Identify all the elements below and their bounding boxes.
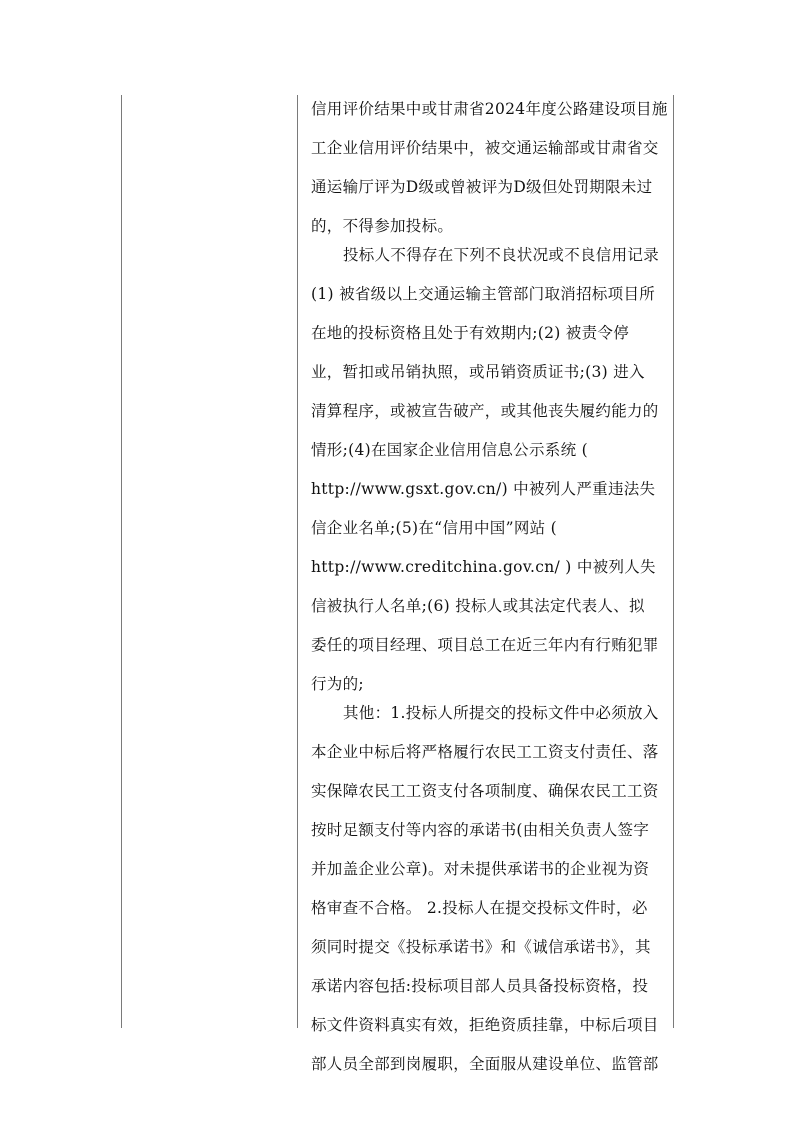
text-line: 委任的项目经理、项目总工在近三年内有行贿犯罪 xyxy=(311,636,659,654)
text-line: (1) 被省级以上交通运输主管部门取消招标项目所 xyxy=(311,285,656,303)
text-line: 清算程序，或被宣告破产，或其他丧失履约能力的 xyxy=(311,402,659,420)
text-line: http://www.creditchina.gov.cn/ ) 中被列人失 xyxy=(311,558,656,576)
text-line: http://www.gsxt.gov.cn/) 中被列人严重违法失 xyxy=(311,480,656,498)
table-border-left xyxy=(121,95,122,1028)
text-line: 情形;(4)在国家企业信用信息公示系统 ( xyxy=(311,441,588,459)
text-line: 业，暂扣或吊销执照，或吊销资质证书;(3) 进入 xyxy=(311,363,645,381)
text-line: 信用评价结果中或甘肃省2024年度公路建设项目施 xyxy=(311,100,668,118)
text-line: 信企业名单;(5)在“信用中国”网站 ( xyxy=(311,519,558,537)
text-line: 的，不得参加投标。 xyxy=(311,217,454,235)
paragraph-start: 其他：1.投标人所提交的投标文件中必须放入 xyxy=(343,704,659,722)
text-line: 并加盖企业公章)。对未提供承诺书的企业视为资 xyxy=(311,860,650,878)
text-line: 按时足额支付等内容的承诺书(由相关负责人签字 xyxy=(311,821,650,839)
text-line: 须同时提交《投标承诺书》和《诚信承诺书》，其 xyxy=(311,938,651,956)
text-line: 行为的; xyxy=(311,675,364,693)
text-line: 实保障农民工工资支付各项制度、确保农民工工资 xyxy=(311,782,659,800)
text-line: 在地的投标资格且处于有效期内;(2) 被责令停 xyxy=(311,324,630,342)
table-border-middle xyxy=(297,95,298,1028)
text-line: 信被执行人名单;(6) 投标人或其法定代表人、拟 xyxy=(311,597,645,615)
text-line: 承诺内容包括:投标项目部人员具备投标资格，投 xyxy=(311,977,649,995)
paragraph-start: 投标人不得存在下列不良状况或不良信用记录 xyxy=(343,246,660,264)
table-border-right xyxy=(673,95,674,1028)
text-line: 工企业信用评价结果中，被交通运输部或甘肃省交 xyxy=(311,139,659,157)
text-line: 格审查不合格。 2.投标人在提交投标文件时，必 xyxy=(311,899,648,917)
text-line: 部人员全部到岗履职，全面服从建设单位、监管部 xyxy=(311,1055,659,1073)
text-line: 通运输厅评为D级或曾被评为D级但处罚期限未过 xyxy=(311,178,653,196)
text-line: 本企业中标后将严格履行农民工工资支付责任、落 xyxy=(311,743,659,761)
text-line: 标文件资料真实有效，拒绝资质挂靠，中标后项目 xyxy=(311,1016,659,1034)
